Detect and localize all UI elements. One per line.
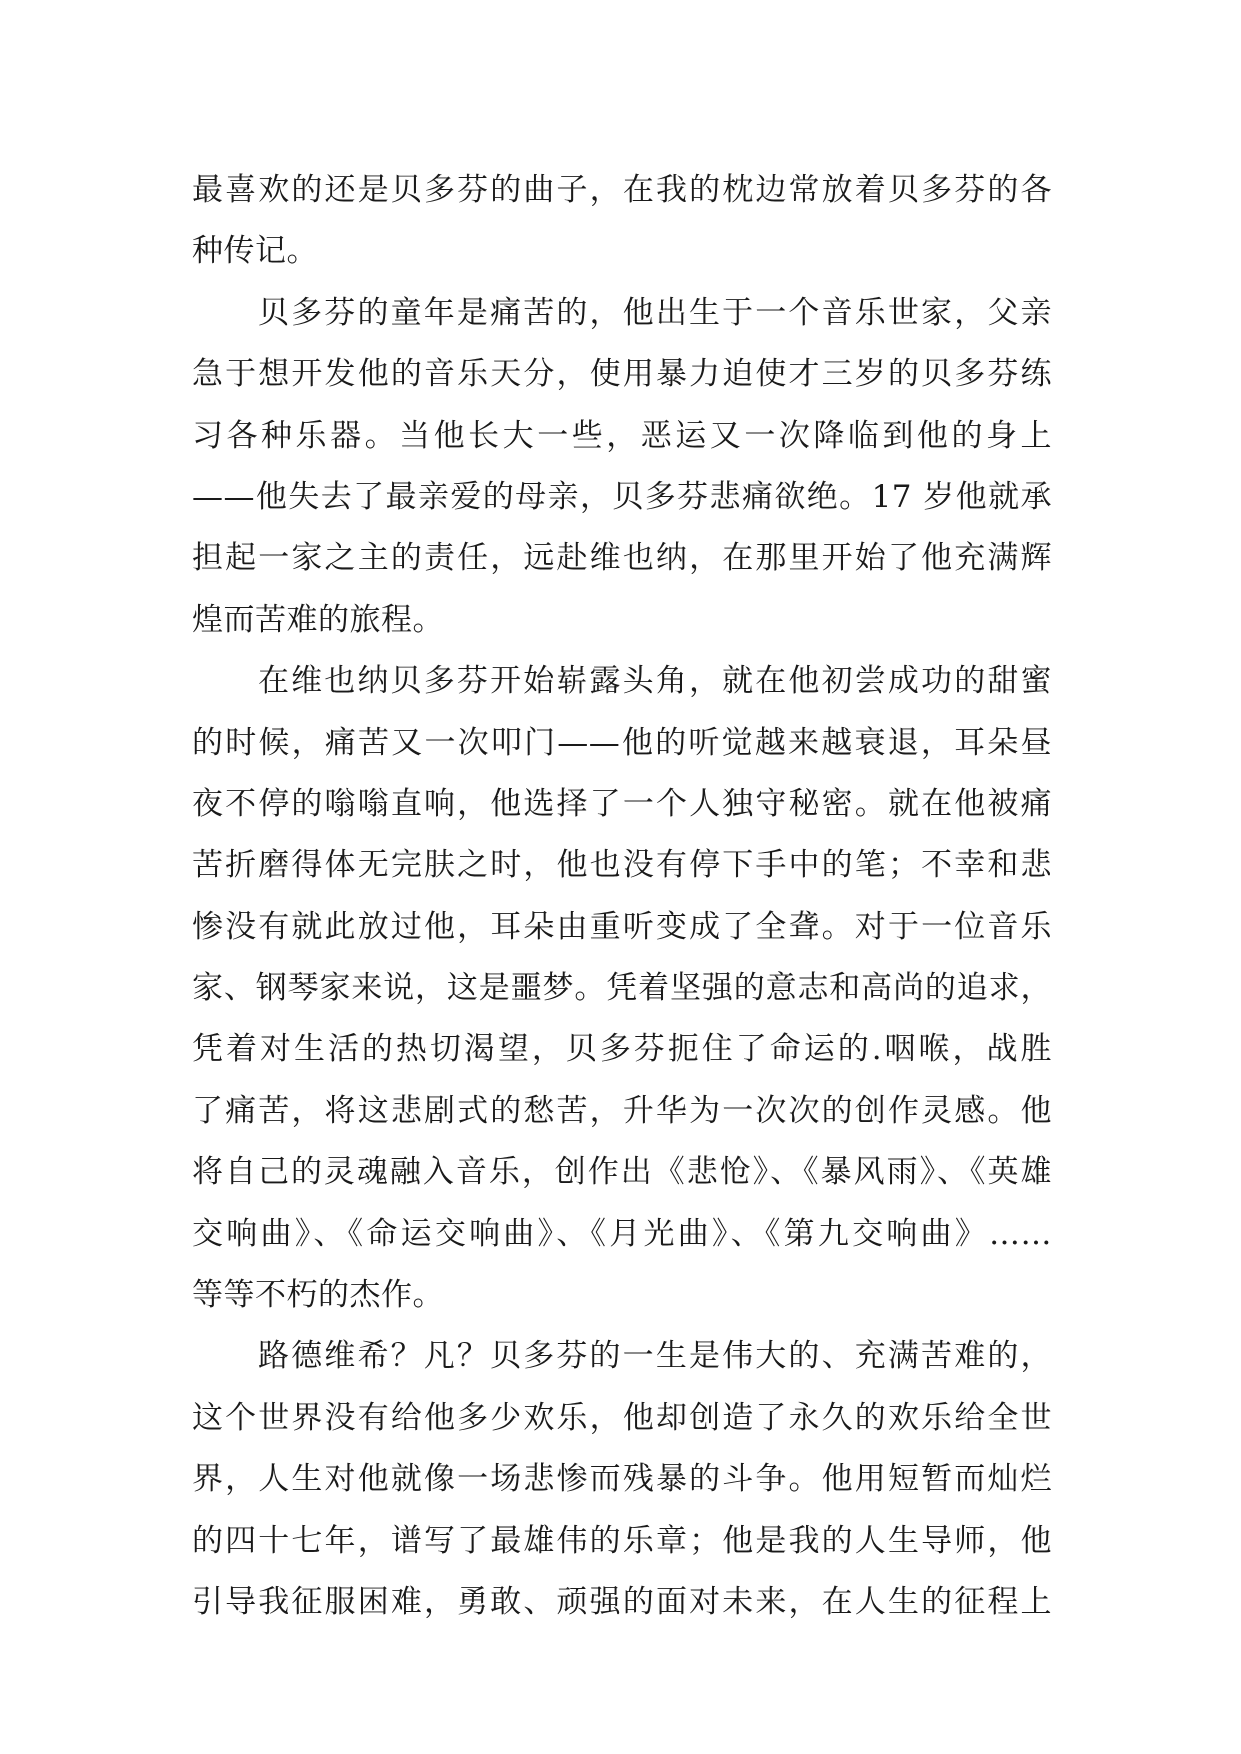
text-line: 家、钢琴家来说，这是噩梦。凭着坚强的意志和高尚的追求， — [192, 970, 1052, 1007]
text-line: 了痛苦，将这悲剧式的愁苦，升华为一次次的创作灵感。他 — [192, 1092, 1052, 1129]
text-line: 急于想开发他的音乐天分，使用暴力迫使才三岁的贝多芬练 — [192, 356, 1052, 393]
text-line: 的四十七年，谱写了最雄伟的乐章；他是我的人生导师，他 — [192, 1522, 1052, 1559]
text-line: 夜不停的嗡嗡直响，他选择了一个人独守秘密。就在他被痛 — [192, 785, 1052, 822]
text-line: 煌而苦难的旅程。 — [192, 601, 444, 638]
paragraph-start-line: 路德维希？凡？贝多芬的一生是伟大的、充满苦难的， — [258, 1338, 1052, 1375]
text-line: 苦折磨得体无完肤之时，他也没有停下手中的笔；不幸和悲 — [192, 847, 1052, 884]
text-line: 将自己的灵魂融入音乐，创作出《悲怆》、《暴风雨》、《英雄 — [192, 1154, 1052, 1191]
text-line: 担起一家之主的责任，远赴维也纳，在那里开始了他充满辉 — [192, 540, 1052, 577]
text-line: 界，人生对他就像一场悲惨而残暴的斗争。他用短暂而灿烂 — [192, 1461, 1052, 1498]
text-line: 引导我征服困难，勇敢、顽强的面对未来，在人生的征程上 — [192, 1583, 1052, 1620]
text-line: 惨没有就此放过他，耳朵由重听变成了全聋。对于一位音乐 — [192, 908, 1052, 945]
text-line: 种传记。 — [192, 233, 318, 270]
paragraph-start-line: 贝多芬的童年是痛苦的，他出生于一个音乐世家，父亲 — [258, 294, 1052, 331]
text-line: 凭着对生活的热切渴望，贝多芬扼住了命运的.咽喉，战胜 — [192, 1031, 1052, 1068]
document-body — [192, 160, 1052, 1633]
paragraph-start-line: 在维也纳贝多芬开始崭露头角，就在他初尝成功的甜蜜 — [258, 663, 1052, 700]
text-line: 的时候，痛苦又一次叩门——他的听觉越来越衰退，耳朵昼 — [192, 724, 1052, 761]
text-line: 最喜欢的还是贝多芬的曲子，在我的枕边常放着贝多芬的各 — [192, 172, 1052, 208]
text-line: 这个世界没有给他多少欢乐，他却创造了永久的欢乐给全世 — [192, 1399, 1052, 1436]
text-line: ——他失去了最亲爱的母亲，贝多芬悲痛欲绝。17 岁他就承 — [192, 478, 1052, 515]
text-line: 等等不朽的杰作。 — [192, 1277, 444, 1314]
text-line: 习各种乐器。当他长大一些，恶运又一次降临到他的身上 — [192, 417, 1052, 454]
text-line: 交响曲》、《命运交响曲》、《月光曲》、《第九交响曲》…… — [192, 1215, 1052, 1252]
